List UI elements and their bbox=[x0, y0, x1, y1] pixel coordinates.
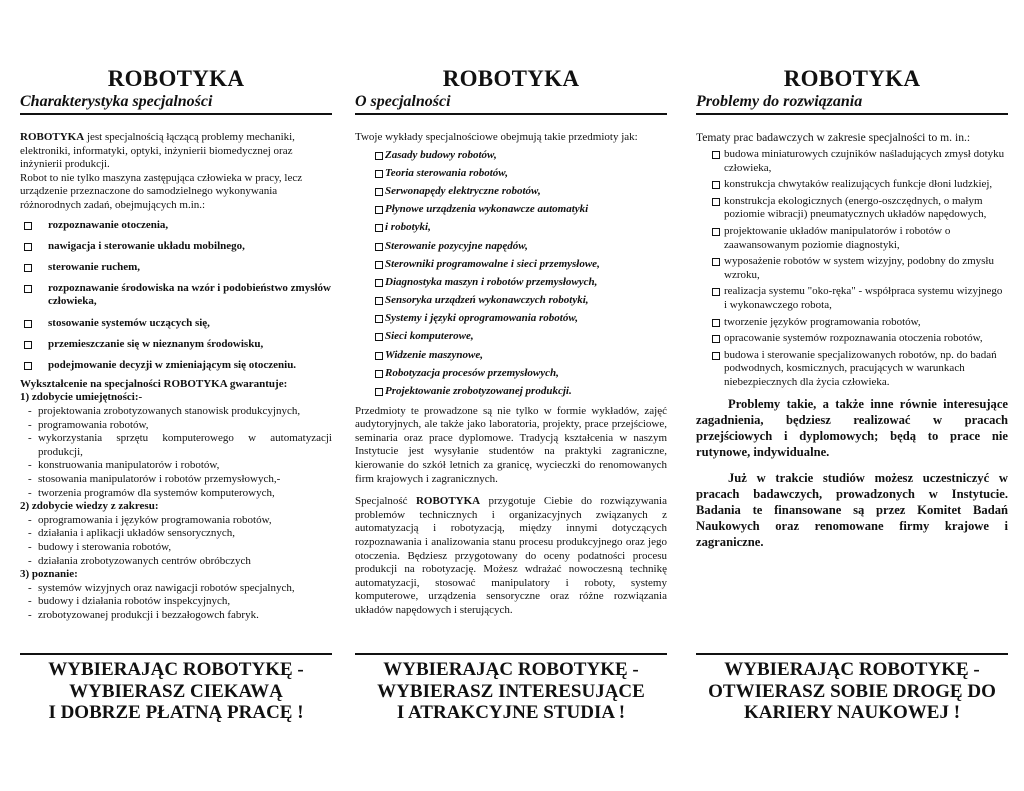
list-item: konstrukcja ekologicznych (energo-oszczędnych, o małym poziomie wibracji) pneumatycznych układów napędowych, bbox=[696, 195, 1008, 222]
list-item: podejmowanie decyzji w zmieniającym się otoczeniu. bbox=[20, 359, 332, 373]
list-item: - działania zrobotyzowanych centrów obróbczych bbox=[20, 555, 332, 569]
list-item: i robotyki, bbox=[355, 221, 667, 235]
col1-intro2: Robot to nie tylko maszyna zastępująca człowieka w pracy, lecz urządzenie przeznaczone do samodzielnego wykonywania różnorodnych zadań, obejmujących m.in.: bbox=[20, 171, 303, 211]
col1-title: ROBOTYKA bbox=[107, 66, 245, 91]
list-item: - wykorzystania sprzętu komputerowego w automatyzacji produkcji, bbox=[20, 432, 332, 459]
list-item: Zasady budowy robotów, bbox=[355, 149, 667, 163]
list-item: rozpoznawanie otoczenia, bbox=[20, 219, 332, 233]
col3-intro: Tematy prac badawczych w zakresie specjalności to m. in.: bbox=[696, 131, 971, 144]
list-item: - systemów wizyjnych oraz nawigacji robotów specjalnych, bbox=[20, 582, 332, 596]
col1-g1-list bbox=[20, 405, 332, 500]
col3-title: ROBOTYKA bbox=[783, 66, 921, 91]
list-item: - działania i aplikacji układów sensorycznych, bbox=[20, 527, 332, 541]
list-item: Serwonapędy elektryczne robotów, bbox=[355, 185, 667, 199]
list-item: tworzenie języków programowania robotów, bbox=[696, 316, 1008, 330]
list-item: Diagnostyka maszyn i robotów przemysłowych, bbox=[355, 276, 667, 290]
col2-slogan-line-3: I ATRAKCYJNE STUDIA ! bbox=[396, 702, 626, 723]
col2-para2 bbox=[355, 495, 667, 617]
col3-slogan-line-2: OTWIERASZ SOBIE DROGĘ DO bbox=[708, 680, 996, 702]
list-item: nawigacja i sterowanie układu mobilnego, bbox=[20, 240, 332, 254]
list-item: budowa i sterowanie specjalizowanych robotów, np. do badań podwodnych, kosmicznych, pracujących w warunkach niebezpiecznych dla życia człowieka. bbox=[696, 349, 1008, 390]
col2-para2-start: Specjalność bbox=[355, 495, 416, 508]
column-problems bbox=[696, 66, 1008, 550]
list-item: projektowanie układów manipulatorów i robotów o zaawansowanym poziomie diagnostyki, bbox=[696, 225, 1008, 252]
list-item: Sterowanie pozycyjne napędów, bbox=[355, 240, 667, 254]
col3-slogan bbox=[696, 659, 1008, 724]
col1-slogan-line-1: WYBIERAJĄC ROBOTYKĘ - bbox=[48, 659, 304, 680]
col1-task-list bbox=[20, 219, 332, 373]
list-item: Robotyzacja procesów przemysłowych, bbox=[355, 367, 667, 381]
col2-intro: Twoje wykłady specjalnościowe obejmują takie przedmioty jak: bbox=[355, 131, 638, 143]
col1-g3-list bbox=[20, 582, 332, 623]
col1-g3-title: 3) poznanie: bbox=[20, 568, 78, 581]
list-item: - zrobotyzowanej produkcji i bezzałogowch fabryk. bbox=[20, 609, 332, 623]
list-item: - projektowania zrobotyzowanych stanowisk produkcyjnych, bbox=[20, 405, 332, 419]
col3-slogan-line-3: KARIERY NAUKOWEJ ! bbox=[743, 702, 961, 723]
col2-title: ROBOTYKA bbox=[442, 66, 580, 91]
column-about bbox=[355, 66, 667, 618]
col1-bottom-rule bbox=[20, 653, 332, 655]
col1-g2-title: 2) zdobycie wiedzy z zakresu: bbox=[20, 500, 159, 513]
list-item: sterowanie ruchem, bbox=[20, 261, 332, 275]
col2-para2-rest: przygotuje Ciebie do rozwiązywania problemów technicznych i organizacyjnych związanych z automatyzacją i robotyzacją, między innymi dotyczących rozpoznawania i analizowania stanu procesu produkcyjnego oraz jego otoczenia. Będziesz przygotowany do oceny podatności procesu produkcji na robotyzację. Możesz wdrażać nowoczesną technikę automatyzacji, stosować manipulatory i roboty, systemy komputerowe, urządzenia sensoryczne oraz różne rozwiązania układów napędowych i sterujących. bbox=[355, 495, 667, 616]
col1-slogan-line-2: WYBIERASZ CIEKAWĄ bbox=[69, 680, 283, 702]
col2-para2-bold: ROBOTYKA bbox=[415, 495, 481, 508]
list-item: - konstruowania manipulatorów i robotów, bbox=[20, 459, 332, 473]
col1-g1-title: 1) zdobycie umiejętności:- bbox=[20, 391, 143, 404]
col2-para1: Przedmioty te prowadzone są nie tylko w formie wykładów, zajęć audytoryjnych, ale także jako laboratoria, projekty, prace przejściowe, seminaria oraz prace dyplomowe. Tradycją kształcenia w naszym Instytucie jest wysyłanie studentów na praktyki zagraniczne, kierowanie do szkół letnich za granicę, wycieczki do renomowanych firm krajowych i zagranicznych. bbox=[355, 404, 667, 485]
list-item: opracowanie systemów rozpoznawania otoczenia robotów, bbox=[696, 332, 1008, 346]
col2-bottom-rule bbox=[355, 653, 667, 655]
col3-bottom-rule bbox=[696, 653, 1008, 655]
list-item: Widzenie maszynowe, bbox=[355, 349, 667, 363]
list-item: rozpoznawanie środowiska na wzór i podobieństwo zmysłów człowieka, bbox=[20, 282, 332, 309]
list-item: stosowanie systemów uczących się, bbox=[20, 317, 332, 331]
list-item: Sterowniki programowalne i sieci przemysłowe, bbox=[355, 258, 667, 272]
col1-intro-bold: ROBOTYKA bbox=[20, 131, 85, 143]
col3-bold2: Już w trakcie studiów możesz uczestniczyć w pracach badawczych, prowadzonych w Instytucie. Badania te finansowane są przez Komitet Badań Naukowych oraz renomowane firmy krajowe i zagraniczne. bbox=[696, 470, 1008, 549]
list-item: - budowy i działania robotów inspekcyjnych, bbox=[20, 595, 332, 609]
col2-slogan-line-2: WYBIERASZ INTERESUJĄCE bbox=[377, 680, 645, 702]
list-item: - programowania robotów, bbox=[20, 419, 332, 433]
list-item: Płynowe urządzenia wykonawcze automatyki bbox=[355, 203, 667, 217]
list-item: Teoria sterowania robotów, bbox=[355, 167, 667, 181]
col1-slogan bbox=[20, 659, 332, 724]
col2-subtitle: O specjalności bbox=[355, 92, 667, 115]
col1-subtitle: Charakterystyka specjalności bbox=[20, 92, 332, 115]
col3-bold1: Problemy takie, a także inne równie interesujące zagadnienia, będziesz realizować w pracach przejściowych i dyplomowych; będą to prace nie rutynowe, indywidualne. bbox=[696, 396, 1008, 459]
list-item: - budowy i sterowania robotów, bbox=[20, 541, 332, 555]
col1-intro-rest: jest specjalnością łączącą problemy mechaniki, elektroniki, informatyki, optyki, inżynierii biomedycznej oraz inżynierii produkcji. bbox=[20, 131, 295, 171]
list-item: - oprogramowania i języków programowania robotów, bbox=[20, 514, 332, 528]
list-item: Sensoryka urządzeń wykonawczych robotyki, bbox=[355, 294, 667, 308]
list-item: realizacja systemu "oko-ręka" - współpraca systemu wizyjnego i wykonawczego robota, bbox=[696, 285, 1008, 312]
column-characteristics bbox=[20, 66, 332, 623]
list-item: wyposażenie robotów w system wizyjny, podobny do zmysłu wzroku, bbox=[696, 255, 1008, 282]
list-item: konstrukcja chwytaków realizujących funkcje dłoni ludzkiej, bbox=[696, 178, 1008, 192]
col1-guarantee: Wykształcenie na specjalności ROBOTYKA gwarantuje: bbox=[20, 377, 288, 390]
col3-slogan-line-1: WYBIERAJĄC ROBOTYKĘ - bbox=[724, 659, 980, 680]
col3-subtitle: Problemy do rozwiązania bbox=[696, 92, 1008, 115]
col1-slogan-line-3: I DOBRZE PŁATNĄ PRACĘ ! bbox=[48, 702, 304, 723]
col2-slogan bbox=[355, 659, 667, 724]
list-item: przemieszczanie się w nieznanym środowisku, bbox=[20, 338, 332, 352]
list-item: - tworzenia programów dla systemów komputerowych, bbox=[20, 487, 332, 501]
list-item: budowa miniaturowych czujników naśladujących zmysł dotyku człowieka, bbox=[696, 148, 1008, 175]
list-item: Sieci komputerowe, bbox=[355, 330, 667, 344]
col1-g2-list bbox=[20, 514, 332, 568]
list-item: Systemy i języki oprogramowania robotów, bbox=[355, 312, 667, 326]
list-item: - stosowania manipulatorów i robotów przemysłowych,- bbox=[20, 473, 332, 487]
col3-topic-list bbox=[696, 148, 1008, 390]
col2-slogan-line-1: WYBIERAJĄC ROBOTYKĘ - bbox=[383, 659, 639, 680]
col1-intro bbox=[20, 131, 332, 172]
col2-course-list bbox=[355, 149, 667, 399]
list-item: Projektowanie zrobotyzowanej produkcji. bbox=[355, 385, 667, 399]
